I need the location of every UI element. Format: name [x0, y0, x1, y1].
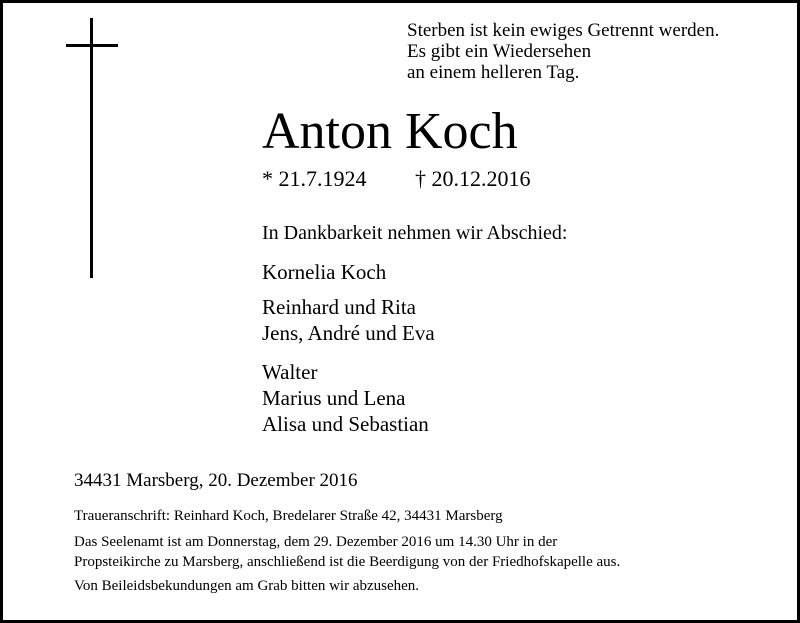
mourner-name: Alisa und Sebastian: [262, 412, 429, 436]
service-line: Das Seelenamt ist am Donnerstag, dem 29. Dezember 2016 um 14.30 Uhr in der: [74, 534, 558, 550]
farewell-line: In Dankbarkeit nehmen wir Abschied:: [262, 222, 568, 244]
mourner-group-3: [262, 359, 429, 437]
service-info: [74, 532, 620, 572]
death-date: † 20.12.2016: [415, 166, 531, 191]
birth-date: * 21.7.1924: [262, 166, 367, 191]
quote-line: Es gibt ein Wiedersehen: [407, 41, 592, 62]
place-and-date: 34431 Marsberg, 20. Dezember 2016: [74, 470, 358, 491]
mourning-address: Traueranschrift: Reinhard Koch, Bredelarer Straße 42, 34431 Marsberg: [74, 508, 503, 524]
condolence-note: Von Beileidsbekundungen am Grab bitten wir abzusehen.: [74, 578, 420, 594]
cross-icon: [66, 18, 118, 278]
deceased-name: Anton Koch: [262, 103, 518, 160]
mourner-group-1: [262, 259, 386, 285]
cross-horizontal-bar: [66, 44, 118, 47]
quote-line: an einem helleren Tag.: [407, 62, 580, 83]
mourner-name: Kornelia Koch: [262, 260, 387, 284]
mourner-name: Reinhard und Rita: [262, 295, 416, 319]
cross-vertical-bar: [90, 18, 93, 278]
mourner-group-2: [262, 294, 435, 346]
service-line: Propsteikirche zu Marsberg, anschließend ist die Beerdigung von der Friedhofskapelle aus.: [74, 554, 621, 570]
quote-line: Sterben ist kein ewiges Getrennt werden.: [407, 20, 720, 41]
memorial-quote: [407, 20, 719, 83]
mourner-name: Marius und Lena: [262, 386, 406, 410]
mourner-name: Walter: [262, 360, 318, 384]
mourner-name: Jens, André und Eva: [262, 321, 435, 345]
